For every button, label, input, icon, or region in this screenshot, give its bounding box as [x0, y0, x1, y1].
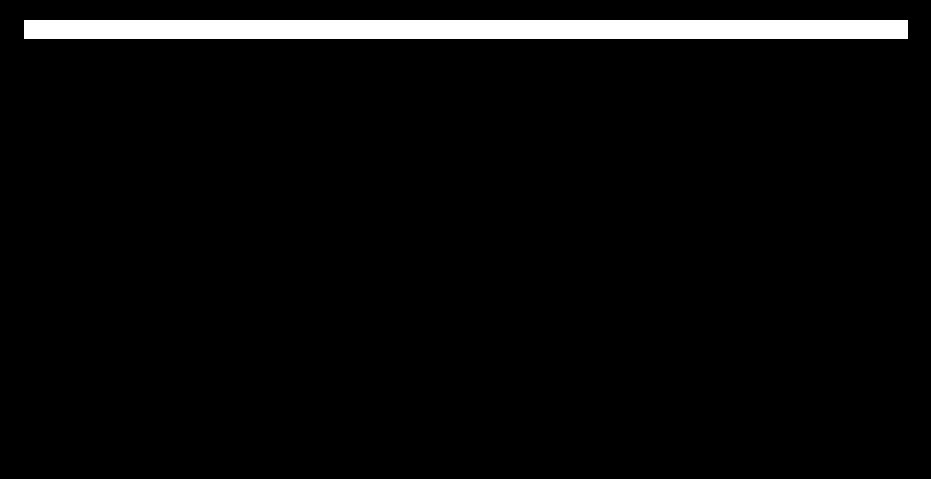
- title-bar: [24, 20, 908, 39]
- ng-logo: [545, 88, 637, 158]
